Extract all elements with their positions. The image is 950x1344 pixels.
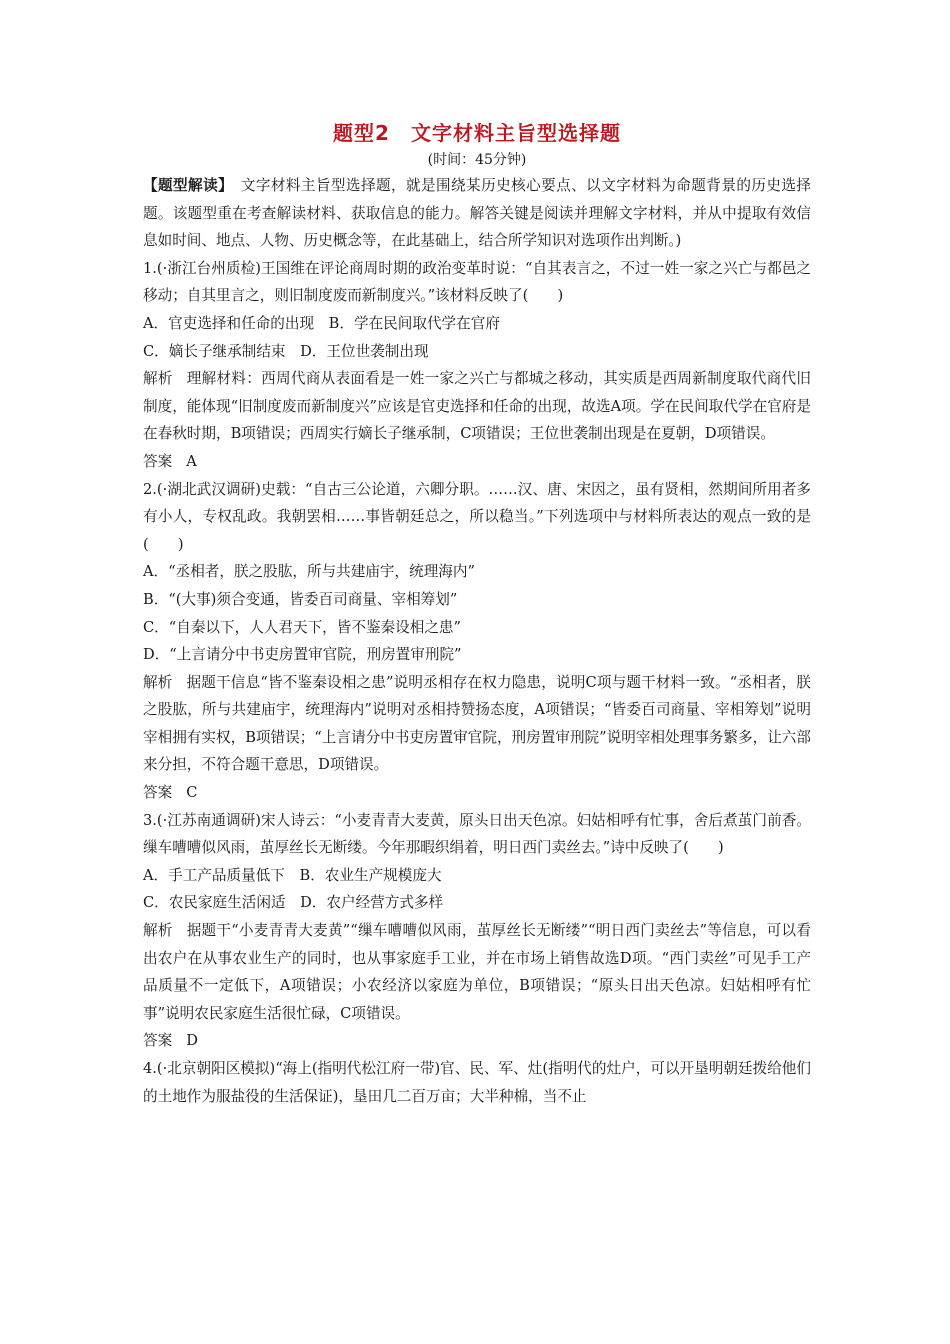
answer-value: A [186, 452, 197, 470]
intro-paragraph [143, 172, 811, 255]
time-limit: (时间：45分钟) [427, 152, 527, 168]
intro-text: 文字材料主旨型选择题，就是围绕某历史核心要点、以文字材料为命题背景的历史选择题。该题型重在考查解读材料、获取信息的能力。解答关键是阅读并理解文字材料，并从中提取有效信息如时间、地点、人物、历史概念等，在此基础上，结合所学知识对选项作出判断。) [143, 177, 811, 250]
option-line: B．“(大事)须合变通，皆委百司商量、宰相筹划” [143, 590, 458, 608]
question-4 [143, 1055, 811, 1110]
option-line: C．嫡长子继承制结束 D．王位世袭制出现 [143, 342, 429, 360]
question-3 [143, 807, 811, 1055]
page-title: 题型2 文字材料主旨型选择题 [333, 121, 621, 145]
analysis-text: 据题干信息“皆不鉴秦设相之患”说明丞相存在权力隐患，说明C项与题干材料一致。“丞相者，朕之股肱，所与共建庙宇，统理海内”说明对丞相持赞扬态度，A项错误；“皆委百司商量、宰相筹划”说明宰相拥有实权，B项错误；“上言请分中书吏房置审官院，刑房置审刑院”说明宰相处理事务繁多，让六部来分担，不符合题干意思，D项错误。 [143, 673, 811, 774]
analysis-label: 解析 [143, 922, 173, 940]
option-line: D．“上言请分中书吏房置审官院，刑房置审刑院” [143, 646, 462, 664]
question-stem: 2.(·湖北武汉调研)史载：“自古三公论道，六卿分职。……汉、唐、宋因之，虽有贤相，然期间所用者多有小人，专权乱政。我朝罢相……事皆朝廷总之，所以稳当。”下列选项中与材料所表达的观点一致的是( ) [143, 480, 811, 553]
question-2 [143, 476, 811, 807]
analysis-text: 据题干“小麦青青大麦黄”“缫车嘈嘈似风雨，茧厚丝长无断缕”“明日西门卖丝去”等信息，可以看出农户在从事农业生产的同时，也从事家庭手工业，并在市场上销售故选D项。“西门卖丝”可见手工产品质量不一定低下，A项错误；小农经济以家庭为单位，B项错误；“原头日出天色凉。妇姑相呼有忙事”说明农民家庭生活很忙碌，C项错误。 [143, 922, 811, 1022]
option-line: A．“丞相者，朕之股肱，所与共建庙宇，统理海内” [143, 563, 475, 581]
intro-label: 【题型解读】 [143, 177, 226, 194]
question-1 [143, 255, 811, 476]
option-line: A．官吏选择和任命的出现 B．学在民间取代学在官府 [143, 314, 500, 332]
answer-label: 答案 [143, 784, 173, 802]
analysis-label: 解析 [143, 370, 173, 388]
answer-value: C [186, 784, 198, 802]
question-stem: 4.(·北京朝阳区模拟)“海上(指明代松江府一带)官、民、军、灶(指明代的灶户，可以开垦明朝廷拨给他们的土地作为服盐役的生活保证)，垦田几二百万亩；大半种棉，当不止 [143, 1060, 811, 1105]
analysis-paragraph [143, 669, 811, 779]
answer-line [143, 448, 811, 476]
option-line: C．“自秦以下，人人君天下，皆不鉴秦设相之患” [143, 618, 461, 636]
option-line: C．农民家庭生活闲适 D．农户经营方式多样 [143, 894, 444, 912]
question-stem: 3.(·江苏南通调研)宋人诗云：“小麦青青大麦黄，原头日出天色凉。妇姑相呼有忙事，舍后煮茧门前香。缫车嘈嘈似风雨，茧厚丝长无断缕。今年那暇织绢着，明日西门卖丝去。”诗中反映了( ) [143, 811, 811, 857]
document-page [143, 118, 811, 1110]
analysis-paragraph [143, 917, 811, 1027]
question-stem: 1.(·浙江台州质检)王国维在评论商周时期的政治变革时说：“自其表言之，不过一姓一家之兴亡与都邑之移动；自其里言之，则旧制度废而新制度兴。”该材料反映了( ) [143, 259, 811, 305]
answer-label: 答案 [143, 452, 173, 470]
analysis-label: 解析 [143, 673, 173, 691]
answer-label: 答案 [143, 1032, 173, 1050]
answer-line [143, 779, 811, 807]
analysis-text: 理解材料：西周代商从表面看是一姓一家之兴亡与都城之移动，其实质是西周新制度取代商代旧制度，能体现“旧制度废而新制度兴”应该是官吏选择和任命的出现，故选A项。学在民间取代学在官府是在春秋时期，B项错误；西周实行嫡长子继承制，C项错误；王位世袭制出现是在夏朝，D项错误。 [143, 370, 811, 443]
answer-line [143, 1027, 811, 1055]
analysis-paragraph [143, 365, 811, 448]
option-line: A．手工产品质量低下 B．农业生产规模庞大 [143, 866, 442, 884]
answer-value: D [186, 1032, 198, 1050]
